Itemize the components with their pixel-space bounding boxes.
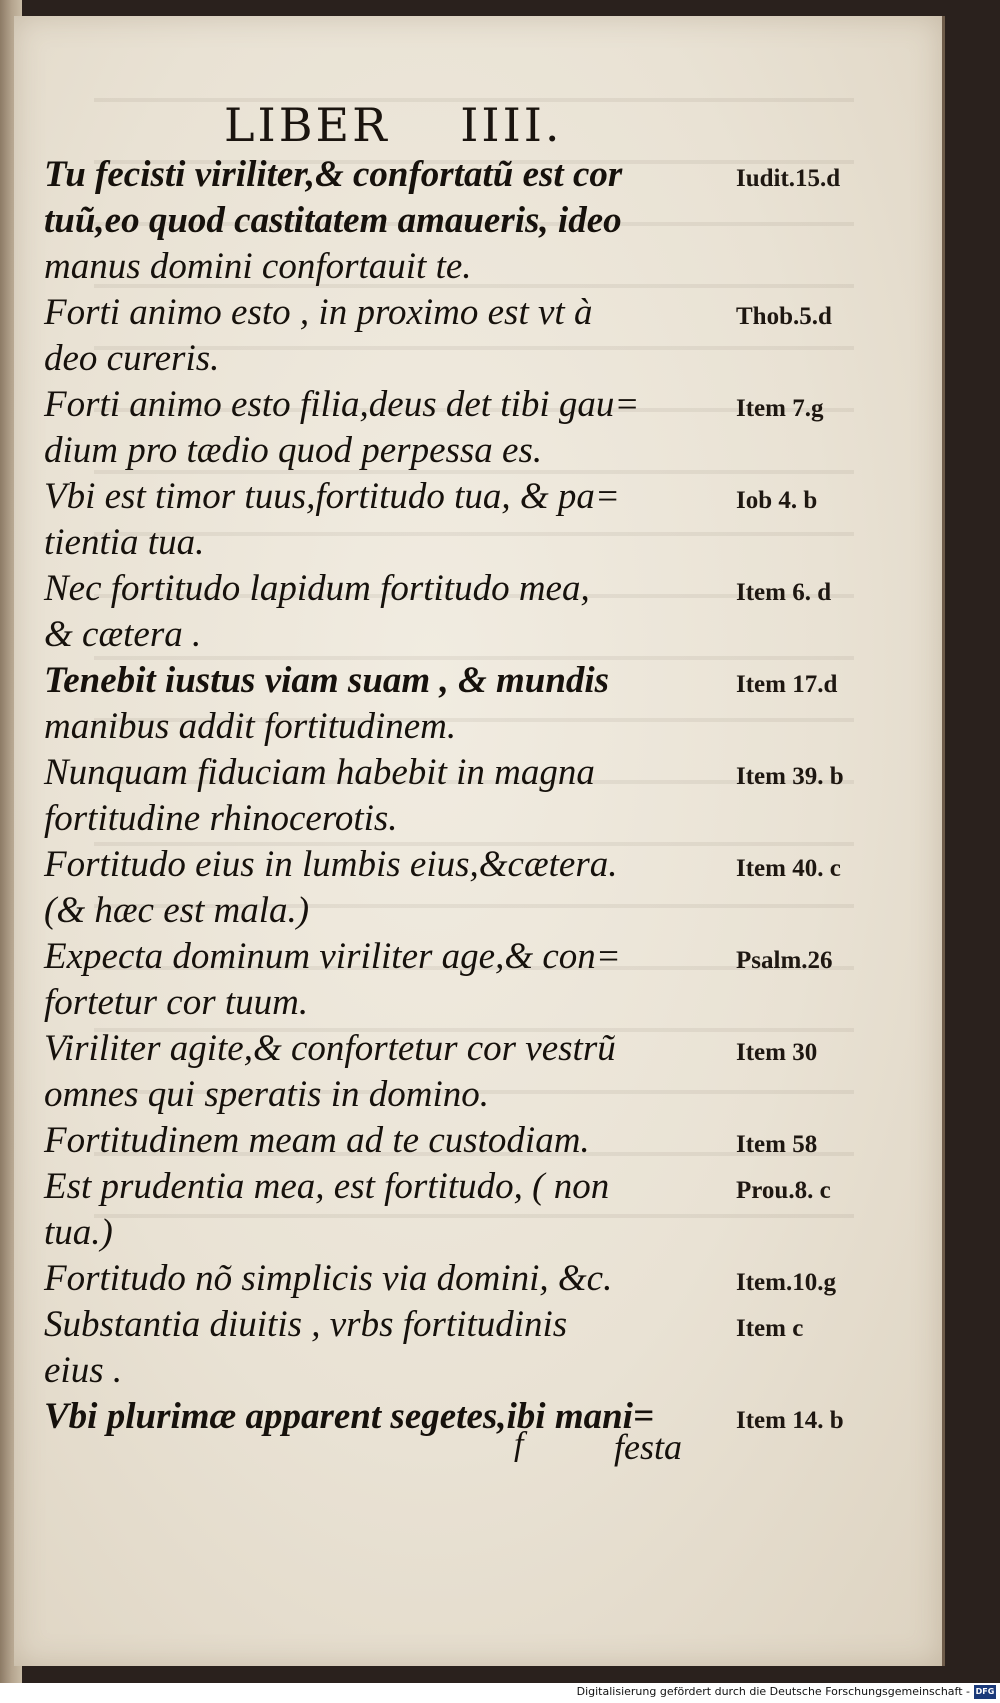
margin-reference: Item 14. b	[736, 1407, 844, 1434]
line-text: manibus addit fortitudinem.	[44, 706, 457, 747]
margin-reference: Item 30	[736, 1039, 818, 1066]
text-line	[44, 152, 904, 198]
margin-reference: Iudit.15.d	[736, 165, 841, 192]
line-text: tientia tua.	[44, 522, 205, 563]
line-text: Forti animo esto filia,deus det tibi gau=	[44, 384, 640, 425]
line-text: Viriliter agite,& confortetur cor vestrũ	[44, 1028, 616, 1069]
text-line	[44, 888, 904, 934]
line-text: tuũ,eo quod castitatem amaueris, ideo	[44, 200, 622, 241]
line-text: deo cureris.	[44, 338, 220, 379]
footer-credit: Digitalisierung gefördert durch die Deutsche Forschungsgemeinschaft -	[576, 1685, 970, 1698]
text-line	[44, 1348, 904, 1394]
text-line	[44, 934, 904, 980]
line-text: Fortitudo nõ simplicis via domini, &c.	[44, 1258, 613, 1299]
text-line	[44, 704, 904, 750]
text-line	[44, 1256, 904, 1302]
line-text: Nunquam fiduciam habebit in magna	[44, 752, 595, 793]
line-text: tua.)	[44, 1212, 113, 1253]
margin-reference: Item 39. b	[736, 763, 844, 790]
margin-reference: Item 7.g	[736, 395, 824, 422]
catchword: festa	[614, 1427, 682, 1467]
text-line	[44, 796, 904, 842]
book-page	[14, 16, 945, 1666]
margin-reference: Item.10.g	[736, 1269, 836, 1296]
text-line	[44, 336, 904, 382]
line-text: Nec fortitudo lapidum fortitudo mea,	[44, 568, 590, 609]
line-text: Vbi plurimæ apparent segetes,ibi mani=	[44, 1396, 655, 1437]
line-text: dium pro tædio quod perpessa es.	[44, 430, 543, 471]
margin-reference: Prou.8. c	[736, 1177, 831, 1204]
text-line	[44, 198, 904, 244]
text-line	[44, 244, 904, 290]
line-text: eius .	[44, 1350, 123, 1391]
line-text: manus domini confortauit te.	[44, 246, 472, 287]
line-text: omnes qui speratis in domino.	[44, 1074, 490, 1115]
text-line	[44, 1072, 904, 1118]
line-text: Expecta dominum viriliter age,& con=	[44, 936, 621, 977]
margin-reference: Psalm.26	[736, 947, 833, 974]
line-text: Vbi est timor tuus,fortitudo tua, & pa=	[44, 476, 620, 517]
text-line	[44, 1302, 904, 1348]
line-text: & cætera .	[44, 614, 202, 655]
digitization-footer	[0, 1683, 1000, 1703]
text-line	[44, 612, 904, 658]
signature-mark: f	[514, 1426, 524, 1463]
margin-reference: Iob 4. b	[736, 487, 818, 514]
line-text: Substantia diuitis , vrbs fortitudinis	[44, 1304, 568, 1345]
line-text: (& hæc est mala.)	[44, 890, 310, 931]
line-text: Fortitudo eius in lumbis eius,&cætera.	[44, 844, 618, 885]
text-line	[44, 566, 904, 612]
text-line	[44, 1210, 904, 1256]
line-text: Tu fecisti viriliter,& confortatũ est cor	[44, 154, 623, 195]
line-text: Est prudentia mea, est fortitudo, ( non	[44, 1166, 610, 1207]
text-line	[44, 842, 904, 888]
line-text: fortitudine rhinocerotis.	[44, 798, 398, 839]
text-line	[44, 1164, 904, 1210]
line-text: Fortitudinem meam ad te custodiam.	[44, 1120, 590, 1161]
text-line	[44, 1118, 904, 1164]
margin-reference: Item 6. d	[736, 579, 832, 606]
text-block	[44, 152, 904, 1440]
margin-reference: Item c	[736, 1315, 804, 1342]
margin-reference: Item 17.d	[736, 671, 838, 698]
running-head: LIBER IIII.	[224, 98, 563, 152]
text-line	[44, 980, 904, 1026]
text-line	[44, 382, 904, 428]
text-line	[44, 474, 904, 520]
margin-reference: Item 40. c	[736, 855, 841, 882]
text-line	[44, 658, 904, 704]
text-line	[44, 750, 904, 796]
margin-reference: Item 58	[736, 1131, 818, 1158]
text-line	[44, 1394, 904, 1440]
text-line	[44, 428, 904, 474]
dfg-logo: DFG	[974, 1685, 996, 1699]
line-text: fortetur cor tuum.	[44, 982, 309, 1023]
text-line	[44, 1026, 904, 1072]
text-line	[44, 290, 904, 336]
margin-reference: Thob.5.d	[736, 303, 832, 330]
text-line	[44, 520, 904, 566]
line-text: Tenebit iustus viam suam , & mundis	[44, 660, 610, 701]
line-text: Forti animo esto , in proximo est vt à	[44, 292, 593, 333]
